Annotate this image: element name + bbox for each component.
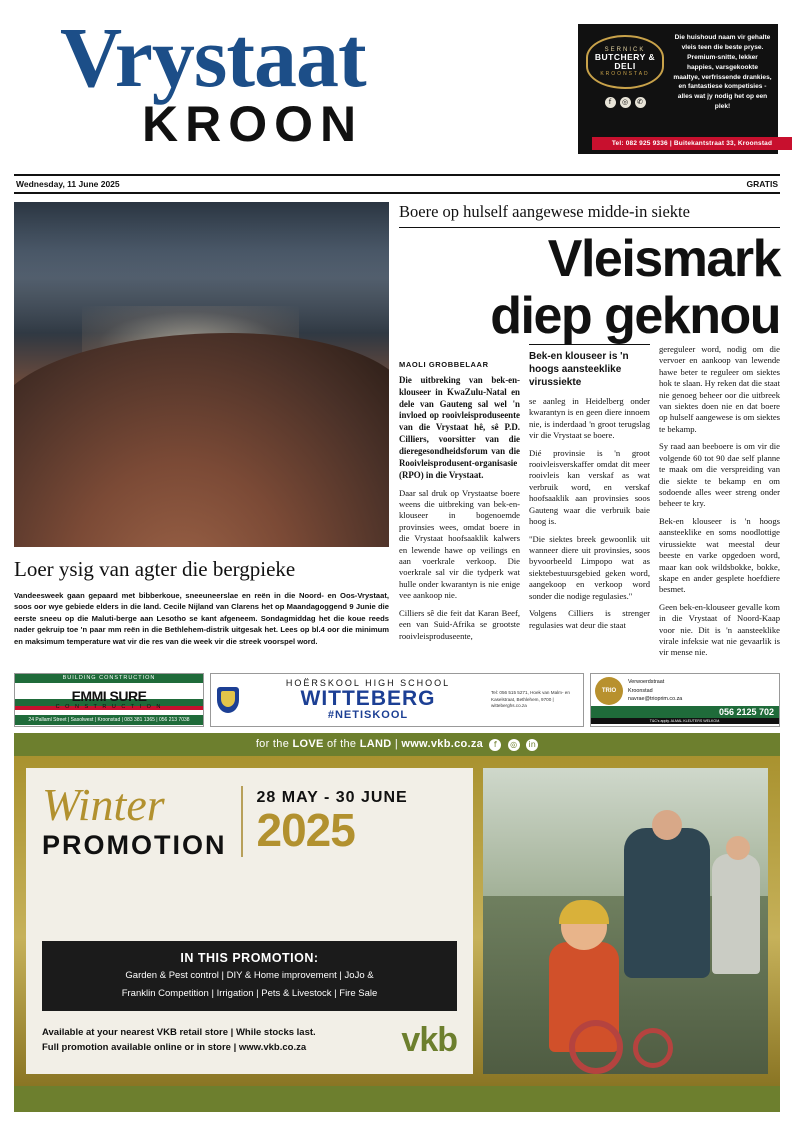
story-column-3 xyxy=(659,344,780,665)
promo-family-photo xyxy=(483,768,768,1074)
lead-story-subhead: Bek-en klouseer is 'n hoogs aansteeklike virussiekte xyxy=(529,344,650,389)
story-paragraph: Volgens Cilliers is strenger regulasies wat deur die staat xyxy=(529,608,650,630)
promo-footer-line2: Full promotion available online or in store | www.vkb.co.za xyxy=(42,1042,307,1054)
instagram-icon[interactable]: ◎ xyxy=(508,739,520,751)
lead-story-byline: MAOLI GROBBELAAR xyxy=(399,359,489,369)
photo-man xyxy=(624,828,710,978)
promo-box-line2: Franklin Competition | Irrigation | Pets & Livestock | Fire Sale xyxy=(121,987,378,999)
issue-price: GRATIS xyxy=(746,179,778,189)
story-paragraph: se aanleg in Heidelberg onder kwarantyn is en geen diere innoem nie, is inderdaad 'n groot terugslag vir die Vrystaat se boere. xyxy=(529,395,650,441)
instagram-icon[interactable]: ◎ xyxy=(620,97,631,108)
ad-sernick-butchery[interactable] xyxy=(578,24,778,154)
emmisure-subtitle: C O N S T R U C T I O N xyxy=(55,703,163,710)
promo-left-panel xyxy=(26,768,473,1074)
ad-witteberg-school[interactable] xyxy=(210,673,584,727)
promo-title-block xyxy=(42,778,227,861)
facebook-icon[interactable]: f xyxy=(489,739,501,751)
masthead xyxy=(0,0,794,170)
photo-mountain-ridge xyxy=(14,333,389,547)
trio-address-line1: Verwoerdstraat xyxy=(628,678,665,685)
ad-trio-prim[interactable] xyxy=(590,673,780,727)
story-paragraph: Daar sal druk op Vrystaatse boere weens die uitbreking van bek-en-klouseer in bogenoemde provinsies wees, omdat boere in die Vrystaat hoofsaaklik kalwers en lewende hawe op veilings en aan voerkrale verkoop. Die voerkrale sal vir die tydperk wat hulle onder kwarantyn is nie enige vee aankoop nie. xyxy=(399,487,520,601)
vkb-banner-bar[interactable]: for the LOVE of the LAND | www.vkb.co.za f ◎ in xyxy=(14,733,780,756)
story-column-2 xyxy=(529,344,650,665)
promo-footer-line1: Available at your nearest VKB retail store | While stocks last. xyxy=(42,1027,316,1039)
story-paragraph: gereguleer word, nodig om die vervoer en aankoop van lewende hawe beter te reguleer om siektes hok te slaan. Hy reken dat die staat nie genoeg beheer oor die uitbreek van siektes doen nie en dat boere op hulself aangewese is om siektes te bekamp. xyxy=(659,343,780,434)
story-column-1 xyxy=(399,344,520,665)
trio-logo-icon: TRIO xyxy=(595,677,623,705)
trio-email[interactable]: navrae@trioprim.co.za xyxy=(628,696,683,703)
lead-story-column xyxy=(399,202,780,665)
witteberg-line1: HOËRSKOOL HIGH SCHOOL xyxy=(285,678,451,689)
masthead-title-block xyxy=(14,9,578,153)
main-content xyxy=(0,194,794,665)
school-crest-icon xyxy=(217,687,239,713)
trio-address-line2: Kroonstad xyxy=(628,687,653,694)
photo-man-head xyxy=(652,810,682,840)
emmisure-top-bar: BUILDING CONSTRUCTION xyxy=(15,674,203,683)
photo-bike-wheel-front xyxy=(569,1020,623,1074)
witteberg-hashtag: #NETISKOOL xyxy=(327,709,409,722)
photo-caption-heading: Loer ysig van agter die bergpieke xyxy=(14,557,296,581)
vkb-bar-mid: of the xyxy=(327,737,357,750)
story-paragraph: Bek-en klouseer is 'n hoogs aansteeklike en soms noodlottige virussiekte wat meestal deur beeste en varke opgedoen word, maar kan ook wildsbokke, bokke, skape en ander gesplete hoefdiere besmet. xyxy=(659,515,780,595)
witteberg-name: WITTEBERG xyxy=(300,687,436,711)
promo-date-range: 28 MAY - 30 JUNE xyxy=(256,789,408,807)
lead-story-headline-line2: diep geknou xyxy=(490,286,780,345)
sernick-ad-copy: Die huishoud naam vir gehalte vleis teen die beste pryse. Premium-snitte, lekker happies, varsgekookte maaltye, verfrissende drankies, en fantastiese kompetisies - alles wat jy nodig het op een plek! xyxy=(671,25,777,153)
sernick-badge-bottom: KROONSTAD xyxy=(600,70,650,77)
witteberg-text-block xyxy=(245,678,491,721)
promo-promotion-word: PROMOTION xyxy=(42,829,227,860)
lead-story-columns xyxy=(399,344,780,665)
date-bar xyxy=(14,174,780,194)
promo-details-box xyxy=(42,941,457,1011)
photo-woman-head xyxy=(726,836,750,860)
promo-year: 2025 xyxy=(256,804,355,857)
newspaper-title-main: Vrystaat xyxy=(60,9,366,105)
vkb-bar-land: LAND xyxy=(359,737,392,750)
emmisure-name: EMMI SURE xyxy=(71,687,147,704)
vkb-bar-pre: for the xyxy=(255,737,290,750)
promo-footer-row xyxy=(42,1021,457,1060)
trio-phone[interactable]: 056 2125 702 xyxy=(591,706,779,718)
lead-story-kicker: Boere op hulself aangewese midde-in siekte xyxy=(399,202,780,228)
lead-story-headline-line1: Vleismark xyxy=(547,230,780,288)
witteberg-contact: Tel: 056 515 5271, Hoek van Malm- en Kaselstraat, Bethlehem, 9700 | witteberghs.co.za xyxy=(491,690,570,709)
trio-footer: T&C's apply. ALMAL KLEUTERS WELKOM. xyxy=(591,718,779,724)
story-paragraph: "Die siektes breek gewoonlik uit wanneer diere uit provinsies, soos byvoorbeeld Limpopo wat as siektebestuursgebied geken word, aangekoop en verkoop word sonder die nodige regulasies." xyxy=(529,533,650,601)
sernick-badge-top: SERNICK xyxy=(604,46,646,53)
ad-emmisure-construction[interactable] xyxy=(14,673,204,727)
story-paragraph: Geen bek-en-klouseer gevalle kom in die Vrystaat of Noord-Kaap voor nie. Dit is 'n aansteeklike virale infeksie wat nie gevaarlik is vir mense nie. xyxy=(659,601,780,658)
newspaper-title-sub: KROON xyxy=(142,96,364,153)
ad-strip xyxy=(0,665,794,727)
promo-footer-text xyxy=(42,1025,316,1055)
story-paragraph: Die uitbreking van bek-en-klouseer in KwaZulu-Natal en dele van Gauteng sal wel 'n invloed op rooivleisproduseente van die Vrystaat hê, sê P.D. Cilliers, voorsitter van die dieregesondheidsforum van die Rooivleisprodusent-organisasie (RPO) in die Vrystaat. xyxy=(399,374,520,480)
story-paragraph: Sy raad aan beeboere is om vir die volgende 60 tot 90 dae self planne te maak om die verspreiding van die siekte te bekamp en om sodoende alles weer streng onder beheer te kry. xyxy=(659,441,780,509)
vkb-bar-love: LOVE xyxy=(292,737,324,750)
vkb-logo: vkb xyxy=(401,1020,457,1059)
lead-photo-mountains xyxy=(14,202,389,547)
promo-box-title: IN THIS PROMOTION: xyxy=(180,950,319,965)
sernick-logo xyxy=(579,25,671,153)
page-bottom-strip xyxy=(14,1086,780,1112)
promo-winter-word: Winter xyxy=(42,778,165,830)
linkedin-icon[interactable]: in xyxy=(526,739,538,751)
sernick-badge-mid: BUTCHERY & DELI xyxy=(594,52,656,72)
emmisure-footer: 24 Pallaml Street | Sasolwest | Kroonstad | 083 381 1365 | 056 213 7038 xyxy=(15,715,203,725)
photo-bike-wheel-rear xyxy=(633,1028,673,1068)
emmisure-logo xyxy=(15,683,203,715)
vkb-bar-url[interactable]: www.vkb.co.za xyxy=(401,737,484,750)
issue-date: Wednesday, 11 June 2025 xyxy=(16,179,120,189)
promo-divider xyxy=(241,786,243,857)
story-paragraph: Dié provinsie is 'n groot rooivleisverskaffer omdat dit meer rooivleis kan verskaf as wat verbruik word, en verskaf hoofsaaklik aan provinsies soos Gauteng waar die verbruik baie hoog is. xyxy=(529,447,650,527)
sernick-social-icons xyxy=(605,97,646,108)
photo-caption-body: Vandeesweek gaan gepaard met bibberkoue, sneeuneerslae en reën in die Noord- en Oos-Vrystaat, soos oor wye gebiede elders in die land. Cecile Nijland van Clarens het op Maandagoggend 9 Junie die eerste sneeu op die Maluti-berge aan Lesotho se kant afgeneem. Sondagmiddag het die koue reeds nader gekruip toe 'n paar mm reën in die Bethlehem-distrik uitgesak het. Lees op bl.4 oor die minimum en maksimum temperature wat vir die res van die week vir die streek voorspel word. xyxy=(14,591,389,646)
sernick-badge xyxy=(586,35,664,89)
promo-title-row xyxy=(42,778,457,861)
photo-woman xyxy=(712,854,760,974)
promo-box-line1: Garden & Pest control | DIY & Home improvement | JoJo & xyxy=(125,969,374,981)
promo-date-block xyxy=(256,789,408,857)
photo-story-column xyxy=(14,202,389,665)
vkb-winter-promotion-ad[interactable] xyxy=(14,756,780,1086)
story-paragraph: Cilliers sê die feit dat Karan Beef, een van Suid-Afrika se grootste rooivleisproduseente, xyxy=(399,607,520,641)
sernick-contact-bar: Tel: 082 925 9336 | Buitekantstraat 33, Kroonstad xyxy=(592,137,792,150)
whatsapp-icon[interactable]: ✆ xyxy=(635,97,646,108)
facebook-icon[interactable]: f xyxy=(605,97,616,108)
